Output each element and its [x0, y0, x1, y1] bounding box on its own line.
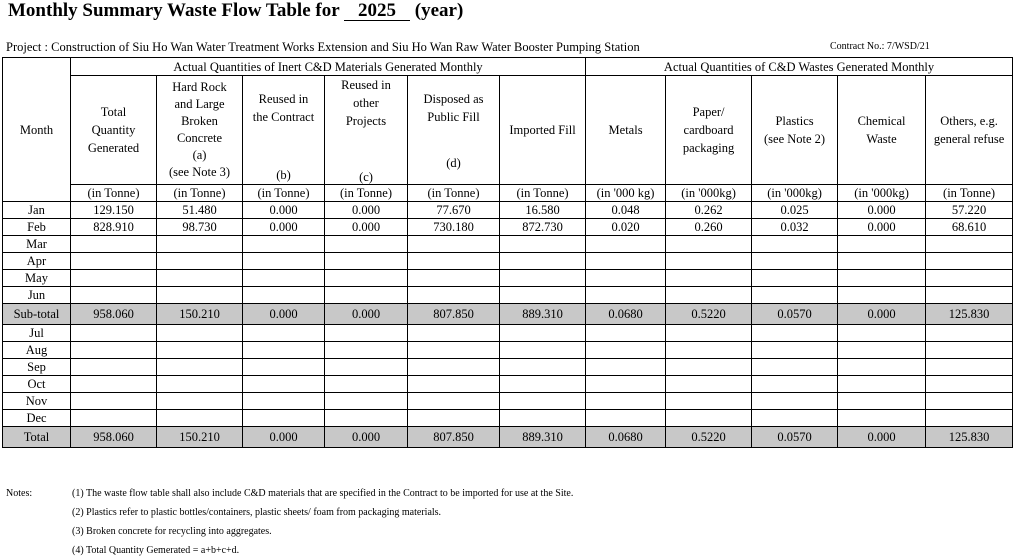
unit-cell: (in Tonne): [500, 185, 586, 202]
value-cell: [586, 359, 666, 376]
value-cell: [926, 410, 1013, 427]
contract-number: Contract No.: 7/WSD/21: [830, 41, 930, 52]
value-cell: [243, 342, 325, 359]
month-cell: Jul: [3, 325, 71, 342]
value-cell: [666, 270, 752, 287]
value-cell: 0.025: [752, 202, 838, 219]
value-cell: 16.580: [500, 202, 586, 219]
value-cell: [157, 410, 243, 427]
month-cell: Mar: [3, 236, 71, 253]
value-cell: [325, 325, 408, 342]
value-cell: [926, 236, 1013, 253]
header-chemical-waste: Chemical Waste: [838, 76, 926, 185]
value-cell: 51.480: [157, 202, 243, 219]
value-cell: 77.670: [408, 202, 500, 219]
value-cell: [71, 287, 157, 304]
value-cell: 0.020: [586, 219, 666, 236]
value-cell: [157, 376, 243, 393]
value-cell: [926, 376, 1013, 393]
value-cell: [586, 270, 666, 287]
value-cell: [586, 236, 666, 253]
value-cell: 0.000: [325, 202, 408, 219]
value-cell: [71, 359, 157, 376]
value-cell: [752, 253, 838, 270]
value-cell: [666, 287, 752, 304]
value-cell: [666, 342, 752, 359]
value-cell: 0.5220: [666, 304, 752, 325]
value-cell: 150.210: [157, 304, 243, 325]
value-cell: [838, 410, 926, 427]
value-cell: [71, 325, 157, 342]
month-row: [3, 270, 1013, 287]
notes-label: Notes:: [6, 488, 33, 499]
value-cell: [500, 359, 586, 376]
value-cell: 125.830: [926, 304, 1013, 325]
units-row: [3, 185, 1013, 202]
value-cell: 889.310: [500, 427, 586, 448]
value-cell: [666, 253, 752, 270]
value-cell: 125.830: [926, 427, 1013, 448]
value-cell: [325, 270, 408, 287]
value-cell: 0.260: [666, 219, 752, 236]
month-cell: May: [3, 270, 71, 287]
value-cell: [408, 342, 500, 359]
header-plastics: Plastics (see Note 2): [752, 76, 838, 185]
month-row: [3, 410, 1013, 427]
month-row: [3, 359, 1013, 376]
value-cell: 889.310: [500, 304, 586, 325]
value-cell: [500, 342, 586, 359]
value-cell: [586, 376, 666, 393]
value-cell: 958.060: [71, 304, 157, 325]
month-cell: Dec: [3, 410, 71, 427]
header-others: Others, e.g. general refuse: [926, 76, 1013, 185]
value-cell: [408, 253, 500, 270]
value-cell: [586, 287, 666, 304]
value-cell: [838, 359, 926, 376]
value-cell: 129.150: [71, 202, 157, 219]
value-cell: [243, 410, 325, 427]
value-cell: 150.210: [157, 427, 243, 448]
value-cell: [586, 342, 666, 359]
header-reused-contract: Reused in the Contract (b): [243, 76, 325, 185]
value-cell: 0.000: [838, 202, 926, 219]
value-cell: [71, 342, 157, 359]
value-cell: [838, 287, 926, 304]
value-cell: [926, 253, 1013, 270]
value-cell: 730.180: [408, 219, 500, 236]
value-cell: 0.000: [838, 304, 926, 325]
unit-cell: (in Tonne): [157, 185, 243, 202]
value-cell: 68.610: [926, 219, 1013, 236]
note-item: (4) Total Quantity Gemerated = a+b+c+d.: [72, 545, 240, 556]
month-row: [3, 219, 1013, 236]
header-total-quantity: Total Quantity Generated: [71, 76, 157, 185]
value-cell: [408, 393, 500, 410]
value-cell: 0.000: [325, 304, 408, 325]
value-cell: 807.850: [408, 304, 500, 325]
value-cell: [926, 325, 1013, 342]
unit-cell: (in '000 kg): [586, 185, 666, 202]
month-cell: Jan: [3, 202, 71, 219]
value-cell: [666, 325, 752, 342]
value-cell: [838, 376, 926, 393]
value-cell: [71, 393, 157, 410]
project-line: Project : Construction of Siu Ho Wan Water Treatment Works Extension and Siu Ho Wan Raw Water Booster Pumping Station: [6, 40, 640, 54]
value-cell: [243, 325, 325, 342]
header-paper: Paper/ cardboard packaging: [666, 76, 752, 185]
value-cell: 0.0570: [752, 427, 838, 448]
value-cell: [325, 359, 408, 376]
value-cell: [926, 393, 1013, 410]
value-cell: 98.730: [157, 219, 243, 236]
value-cell: [500, 325, 586, 342]
value-cell: [752, 376, 838, 393]
value-cell: [926, 270, 1013, 287]
value-cell: [408, 270, 500, 287]
month-cell: Feb: [3, 219, 71, 236]
value-cell: 958.060: [71, 427, 157, 448]
value-cell: [586, 325, 666, 342]
title-prefix: Monthly Summary Waste Flow Table for: [8, 0, 340, 21]
value-cell: [157, 342, 243, 359]
month-row: [3, 287, 1013, 304]
value-cell: [752, 393, 838, 410]
value-cell: [666, 376, 752, 393]
month-cell: Apr: [3, 253, 71, 270]
value-cell: [752, 359, 838, 376]
value-cell: [157, 325, 243, 342]
note-item: (3) Broken concrete for recycling into aggregates.: [72, 526, 272, 537]
value-cell: 0.0680: [586, 427, 666, 448]
value-cell: [500, 410, 586, 427]
value-cell: [408, 325, 500, 342]
value-cell: [157, 359, 243, 376]
value-cell: 807.850: [408, 427, 500, 448]
month-cell: Total: [3, 427, 71, 448]
value-cell: [71, 410, 157, 427]
value-cell: 0.0680: [586, 304, 666, 325]
value-cell: 0.048: [586, 202, 666, 219]
value-cell: [838, 236, 926, 253]
value-cell: [838, 325, 926, 342]
value-cell: [243, 253, 325, 270]
value-cell: [838, 342, 926, 359]
value-cell: 0.000: [325, 427, 408, 448]
value-cell: [325, 236, 408, 253]
value-cell: [71, 376, 157, 393]
value-cell: [243, 287, 325, 304]
value-cell: [157, 236, 243, 253]
value-cell: 872.730: [500, 219, 586, 236]
month-row: [3, 342, 1013, 359]
value-cell: [500, 287, 586, 304]
value-cell: [666, 359, 752, 376]
value-cell: [325, 393, 408, 410]
value-cell: [926, 359, 1013, 376]
unit-cell: (in Tonne): [243, 185, 325, 202]
value-cell: 0.000: [325, 219, 408, 236]
header-disposed-public-fill: Disposed as Public Fill (d): [408, 76, 500, 185]
value-cell: [325, 253, 408, 270]
value-cell: 0.000: [243, 427, 325, 448]
value-cell: [586, 253, 666, 270]
month-row: [3, 253, 1013, 270]
value-cell: [325, 287, 408, 304]
value-cell: [157, 393, 243, 410]
month-cell: Sub-total: [3, 304, 71, 325]
unit-cell: (in Tonne): [71, 185, 157, 202]
month-cell: Sep: [3, 359, 71, 376]
summary-row: [3, 427, 1013, 448]
value-cell: [666, 236, 752, 253]
note-item: (1) The waste flow table shall also include C&D materials that are specified in the Contract to be imported for use at the Site.: [72, 488, 574, 499]
value-cell: [500, 376, 586, 393]
value-cell: [838, 253, 926, 270]
month-row: [3, 236, 1013, 253]
value-cell: [408, 287, 500, 304]
value-cell: [157, 253, 243, 270]
value-cell: [500, 270, 586, 287]
group-wastes-header: Actual Quantities of C&D Wastes Generated Monthly: [586, 58, 1013, 76]
value-cell: [926, 287, 1013, 304]
page-title: [8, 0, 463, 22]
value-cell: [752, 270, 838, 287]
value-cell: [752, 410, 838, 427]
month-cell: Nov: [3, 393, 71, 410]
unit-cell: (in Tonne): [408, 185, 500, 202]
value-cell: 0.000: [243, 219, 325, 236]
month-row: [3, 376, 1013, 393]
value-cell: [752, 287, 838, 304]
value-cell: [838, 393, 926, 410]
title-suffix: (year): [414, 0, 464, 21]
value-cell: 0.000: [838, 219, 926, 236]
value-cell: [325, 376, 408, 393]
group-inert-header: Actual Quantities of Inert C&D Materials Generated Monthly: [71, 58, 586, 76]
unit-cell: (in '000kg): [838, 185, 926, 202]
note-item: (2) Plastics refer to plastic bottles/containers, plastic sheets/ foam from packaging materials.: [72, 507, 442, 518]
month-row: [3, 202, 1013, 219]
month-cell: Aug: [3, 342, 71, 359]
value-cell: [408, 359, 500, 376]
month-row: [3, 325, 1013, 342]
value-cell: [408, 410, 500, 427]
value-cell: [243, 270, 325, 287]
value-cell: 0.262: [666, 202, 752, 219]
value-cell: [157, 270, 243, 287]
header-imported-fill: Imported Fill: [500, 76, 586, 185]
value-cell: [325, 342, 408, 359]
unit-cell: (in '000kg): [666, 185, 752, 202]
value-cell: [157, 287, 243, 304]
value-cell: [752, 325, 838, 342]
month-cell: Jun: [3, 287, 71, 304]
value-cell: [752, 342, 838, 359]
header-hard-rock: Hard Rock and Large Broken Concrete (a) (see Note 3): [157, 76, 243, 185]
value-cell: 828.910: [71, 219, 157, 236]
value-cell: [243, 393, 325, 410]
value-cell: [500, 393, 586, 410]
title-year: 2025: [344, 1, 410, 21]
value-cell: [243, 359, 325, 376]
value-cell: [408, 236, 500, 253]
value-cell: [586, 410, 666, 427]
value-cell: [500, 253, 586, 270]
value-cell: [408, 376, 500, 393]
month-row: [3, 393, 1013, 410]
value-cell: [71, 236, 157, 253]
value-cell: 0.000: [838, 427, 926, 448]
summary-row: [3, 304, 1013, 325]
header-metals: Metals: [586, 76, 666, 185]
value-cell: [325, 410, 408, 427]
waste-flow-table: [2, 57, 1013, 448]
unit-cell: (in '000kg): [752, 185, 838, 202]
value-cell: 0.5220: [666, 427, 752, 448]
value-cell: [666, 410, 752, 427]
value-cell: [500, 236, 586, 253]
header-reused-other: Reused in other Projects (c): [325, 76, 408, 185]
value-cell: [838, 270, 926, 287]
month-cell: Oct: [3, 376, 71, 393]
value-cell: [71, 253, 157, 270]
value-cell: [243, 236, 325, 253]
value-cell: 57.220: [926, 202, 1013, 219]
value-cell: 0.0570: [752, 304, 838, 325]
value-cell: [243, 376, 325, 393]
header-month: Month: [3, 58, 71, 202]
value-cell: [586, 393, 666, 410]
unit-cell: (in Tonne): [926, 185, 1013, 202]
value-cell: 0.000: [243, 202, 325, 219]
value-cell: [752, 236, 838, 253]
value-cell: 0.000: [243, 304, 325, 325]
value-cell: [926, 342, 1013, 359]
value-cell: [666, 393, 752, 410]
value-cell: [71, 270, 157, 287]
unit-cell: (in Tonne): [325, 185, 408, 202]
value-cell: 0.032: [752, 219, 838, 236]
